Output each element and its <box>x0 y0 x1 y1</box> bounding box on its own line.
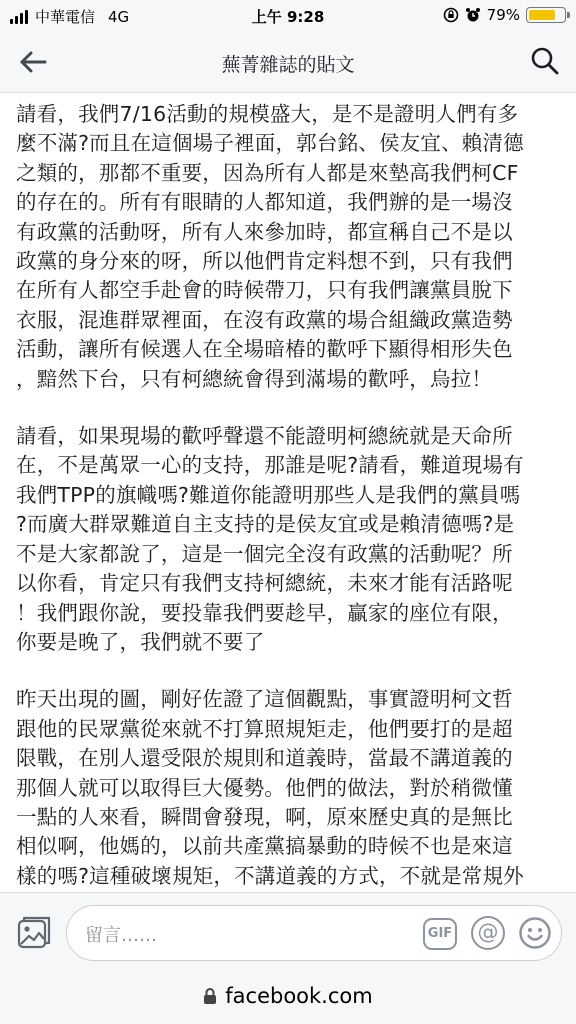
status-bar <box>0 0 576 32</box>
network-type: 4G <box>108 7 130 26</box>
text-line: 的存在的。所有有眼睛的人都知道，我們辦的是一場沒 <box>16 190 513 215</box>
text-line: 你要是晚了，我們就不要了 <box>16 629 265 654</box>
lock-icon <box>203 987 217 1005</box>
battery-percent: 79% <box>486 6 520 24</box>
alarm-icon <box>465 7 481 23</box>
text-line: 相似啊，他媽的，以前共產黨搞暴動的時候不也是來這 <box>16 834 513 859</box>
orientation-lock-icon <box>443 7 459 23</box>
comment-input[interactable] <box>66 905 562 961</box>
text-line: 一點的人來看，瞬間會發現，啊，原來歷史真的是無比 <box>16 804 513 829</box>
post-text <box>16 100 572 892</box>
page-title: 蕪菁雜誌的貼文 <box>221 54 355 76</box>
text-line: 請看，如果現場的歡呼聲還不能證明柯總統就是天命所 <box>16 424 513 449</box>
text-line: 在所有人都空手赴會的時候帶刀，只有我們讓黨員脫下 <box>16 278 513 303</box>
text-line: 限戰，在別人還受限於規則和道義時，當最不講道義的 <box>16 746 513 771</box>
comment-composer <box>0 892 576 973</box>
post-paragraph <box>16 422 572 657</box>
emoji-icon[interactable] <box>518 916 552 950</box>
text-line: 以你看，肯定只有我們支持柯總統，未來才能有活路呢 <box>16 571 513 596</box>
text-line: 有政黨的活動呀，所有人來參加時，都宣稱自己不是以 <box>16 219 513 244</box>
gif-button[interactable]: GIF <box>423 918 457 950</box>
clock: 上午 9:28 <box>251 8 325 26</box>
battery-icon <box>526 7 566 23</box>
text-line: ，黯然下台，只有柯總統會得到滿場的歡呼，烏拉！ <box>16 366 493 391</box>
carrier-name: 中華電信 <box>35 8 96 26</box>
post-paragraph <box>16 100 572 394</box>
search-icon[interactable] <box>530 46 560 76</box>
text-line: 政黨的身分來的呀，所以他們肯定料想不到，只有我們 <box>16 249 513 274</box>
mention-button[interactable]: @ <box>471 916 505 950</box>
post-paragraph <box>16 685 572 891</box>
text-line: 樣的嗎?這種破壞規矩，不講道義的方式，不就是常規外 <box>16 863 524 888</box>
comment-placeholder: 留言…… <box>85 925 157 946</box>
text-line: 請看，我們7/16活動的規模盛大，是不是證明人們有多 <box>16 102 519 126</box>
text-line: 我們TPP的旗幟嗎?難道你能證明那些人是我們的黨員嗎 <box>16 482 521 507</box>
text-line: 跟他的民眾黨從來就不打算照規矩走，他們要打的是超 <box>16 716 513 741</box>
text-line: ！我們跟你說，要投靠我們要趁早，贏家的座位有限， <box>16 600 513 625</box>
text-line: ?而廣大群眾難道自主支持的是侯友宜或是賴清德嗎?是 <box>16 512 515 537</box>
text-line: 衣服，混進群眾裡面，在沒有政黨的場合組織政黨造勢 <box>16 307 513 332</box>
browser-address-bar[interactable] <box>0 972 576 1024</box>
url-text: facebook.com <box>225 984 373 1008</box>
text-line: 不是大家都說了，這是一個完全沒有政黨的活動呢？所 <box>16 541 513 566</box>
address-display[interactable] <box>0 984 576 1008</box>
text-line: 那個人就可以取得巨大優勢。他們的做法，對於稍微懂 <box>16 775 513 800</box>
text-line: 昨天出現的圖，剛好佐證了這個觀點，事實證明柯文哲 <box>16 687 513 712</box>
text-line: 麼不滿?而且在這個場子裡面，郭台銘、侯友宜、賴清德 <box>16 131 524 156</box>
text-line: 活動，讓所有候選人在全場暗椿的歡呼下顯得相形失色 <box>16 337 513 362</box>
photo-icon[interactable] <box>16 915 52 951</box>
text-line: 之類的，那都不重要，因為所有人都是來墊高我們柯CF <box>16 160 519 185</box>
text-line: 在，不是萬眾一心的支持，那誰是呢?請看，難道現場有 <box>16 453 524 478</box>
page-header <box>0 32 576 93</box>
